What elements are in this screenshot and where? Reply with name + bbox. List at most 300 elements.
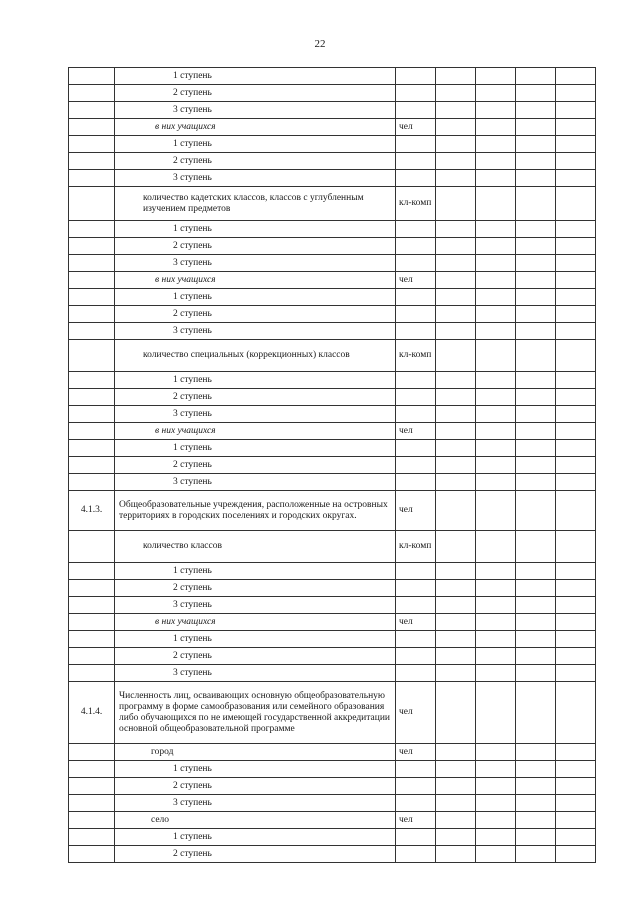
table-row	[69, 665, 596, 682]
report-table	[68, 67, 596, 863]
value-cell[interactable]	[476, 597, 516, 614]
value-cell[interactable]	[516, 153, 556, 170]
table-row	[69, 272, 596, 289]
value-cell[interactable]	[516, 170, 556, 187]
value-cell[interactable]	[516, 614, 556, 631]
value-cell[interactable]	[516, 665, 556, 682]
indicator-name-cell: 3 ступень	[115, 255, 396, 272]
value-cell[interactable]	[436, 68, 476, 85]
value-cell[interactable]	[516, 221, 556, 238]
table-row	[69, 648, 596, 665]
indicator-name-cell: Общеобразовательные учреждения, расположенные на островных территориях в городских поселениях и городских округах.	[115, 491, 396, 531]
unit-cell	[396, 153, 436, 170]
indicator-name-cell: 2 ступень	[115, 846, 396, 863]
value-cell[interactable]	[476, 474, 516, 491]
table-row	[69, 153, 596, 170]
value-cell[interactable]	[476, 812, 516, 829]
value-cell[interactable]	[556, 119, 596, 136]
value-cell[interactable]	[556, 491, 596, 531]
table-row	[69, 170, 596, 187]
table-row	[69, 580, 596, 597]
unit-cell	[396, 102, 436, 119]
unit-cell: чел	[396, 491, 436, 531]
indicator-name-cell: 1 ступень	[115, 372, 396, 389]
value-cell[interactable]	[476, 423, 516, 440]
value-cell[interactable]	[516, 829, 556, 846]
indicator-name-cell: 1 ступень	[115, 136, 396, 153]
unit-cell	[396, 648, 436, 665]
value-cell[interactable]	[436, 846, 476, 863]
indicator-name-cell: 1 ступень	[115, 563, 396, 580]
indicator-name-cell: село	[115, 812, 396, 829]
value-cell[interactable]	[556, 812, 596, 829]
value-cell[interactable]	[476, 187, 516, 221]
value-cell[interactable]	[436, 170, 476, 187]
value-cell[interactable]	[436, 255, 476, 272]
value-cell[interactable]	[556, 340, 596, 372]
value-cell[interactable]	[436, 85, 476, 102]
row-number-cell	[69, 440, 115, 457]
value-cell[interactable]	[556, 474, 596, 491]
unit-cell: чел	[396, 272, 436, 289]
unit-cell	[396, 136, 436, 153]
table-row	[69, 531, 596, 563]
row-number-cell	[69, 665, 115, 682]
value-cell[interactable]	[516, 682, 556, 744]
indicator-name-cell: 2 ступень	[115, 85, 396, 102]
unit-cell	[396, 221, 436, 238]
value-cell[interactable]	[516, 580, 556, 597]
indicator-name-cell: в них учащихся	[115, 272, 396, 289]
row-number-cell	[69, 597, 115, 614]
indicator-name-cell: 1 ступень	[115, 829, 396, 846]
value-cell[interactable]	[516, 457, 556, 474]
indicator-name-cell: 3 ступень	[115, 795, 396, 812]
unit-cell: чел	[396, 119, 436, 136]
value-cell[interactable]	[476, 648, 516, 665]
table-row	[69, 812, 596, 829]
value-cell[interactable]	[476, 340, 516, 372]
row-number-cell	[69, 406, 115, 423]
unit-cell	[396, 778, 436, 795]
row-number-cell	[69, 306, 115, 323]
table-row	[69, 255, 596, 272]
table-row	[69, 323, 596, 340]
indicator-name-cell: 1 ступень	[115, 440, 396, 457]
table-row	[69, 136, 596, 153]
value-cell[interactable]	[436, 614, 476, 631]
value-cell[interactable]	[556, 580, 596, 597]
value-cell[interactable]	[556, 170, 596, 187]
value-cell[interactable]	[476, 682, 516, 744]
value-cell[interactable]	[436, 187, 476, 221]
value-cell[interactable]	[516, 846, 556, 863]
value-cell[interactable]	[516, 119, 556, 136]
table-row	[69, 440, 596, 457]
indicator-name-cell: количество кадетских классов, классов с углубленным изучением предметов	[115, 187, 396, 221]
value-cell[interactable]	[556, 423, 596, 440]
table-row	[69, 423, 596, 440]
table-row	[69, 597, 596, 614]
unit-cell	[396, 597, 436, 614]
report-table-body	[69, 68, 596, 863]
value-cell[interactable]	[556, 323, 596, 340]
value-cell[interactable]	[436, 323, 476, 340]
indicator-name-cell: 1 ступень	[115, 221, 396, 238]
value-cell[interactable]	[556, 614, 596, 631]
row-number-cell	[69, 119, 115, 136]
row-number-cell	[69, 85, 115, 102]
table-row	[69, 221, 596, 238]
value-cell[interactable]	[476, 102, 516, 119]
value-cell[interactable]	[436, 665, 476, 682]
row-number-cell	[69, 531, 115, 563]
value-cell[interactable]	[436, 491, 476, 531]
row-number-cell	[69, 795, 115, 812]
unit-cell: кл-комп	[396, 531, 436, 563]
value-cell[interactable]	[436, 153, 476, 170]
indicator-name-cell: 3 ступень	[115, 170, 396, 187]
value-cell[interactable]	[516, 85, 556, 102]
indicator-name-cell: 1 ступень	[115, 68, 396, 85]
indicator-name-cell: 3 ступень	[115, 474, 396, 491]
unit-cell: чел	[396, 744, 436, 761]
value-cell[interactable]	[516, 423, 556, 440]
indicator-name-cell: 2 ступень	[115, 238, 396, 255]
value-cell[interactable]	[476, 440, 516, 457]
value-cell[interactable]	[476, 744, 516, 761]
value-cell[interactable]	[556, 221, 596, 238]
value-cell[interactable]	[476, 563, 516, 580]
row-number-cell: 4.1.3.	[69, 491, 115, 531]
value-cell[interactable]	[516, 744, 556, 761]
value-cell[interactable]	[556, 531, 596, 563]
value-cell[interactable]	[476, 846, 516, 863]
value-cell[interactable]	[436, 306, 476, 323]
unit-cell	[396, 323, 436, 340]
value-cell[interactable]	[476, 119, 516, 136]
value-cell[interactable]	[476, 238, 516, 255]
unit-cell	[396, 580, 436, 597]
value-cell[interactable]	[516, 255, 556, 272]
row-number-cell	[69, 187, 115, 221]
value-cell[interactable]	[436, 597, 476, 614]
value-cell[interactable]	[516, 597, 556, 614]
table-row	[69, 389, 596, 406]
value-cell[interactable]	[476, 170, 516, 187]
row-number-cell	[69, 340, 115, 372]
value-cell[interactable]	[476, 531, 516, 563]
value-cell[interactable]	[556, 682, 596, 744]
indicator-name-cell: 2 ступень	[115, 389, 396, 406]
table-row	[69, 778, 596, 795]
value-cell[interactable]	[476, 829, 516, 846]
indicator-name-cell: 2 ступень	[115, 306, 396, 323]
row-number-cell: 4.1.4.	[69, 682, 115, 744]
table-row	[69, 68, 596, 85]
unit-cell	[396, 440, 436, 457]
value-cell[interactable]	[436, 457, 476, 474]
value-cell[interactable]	[516, 531, 556, 563]
value-cell[interactable]	[556, 68, 596, 85]
unit-cell	[396, 761, 436, 778]
value-cell[interactable]	[436, 102, 476, 119]
unit-cell	[396, 795, 436, 812]
unit-cell	[396, 846, 436, 863]
value-cell[interactable]	[436, 289, 476, 306]
value-cell[interactable]	[556, 744, 596, 761]
table-row	[69, 238, 596, 255]
value-cell[interactable]	[476, 406, 516, 423]
value-cell[interactable]	[556, 289, 596, 306]
value-cell[interactable]	[436, 136, 476, 153]
value-cell[interactable]	[516, 102, 556, 119]
value-cell[interactable]	[556, 457, 596, 474]
table-row	[69, 744, 596, 761]
indicator-name-cell: количество специальных (коррекционных) классов	[115, 340, 396, 372]
value-cell[interactable]	[436, 221, 476, 238]
value-cell[interactable]	[436, 744, 476, 761]
value-cell[interactable]	[556, 795, 596, 812]
row-number-cell	[69, 457, 115, 474]
value-cell[interactable]	[556, 761, 596, 778]
value-cell[interactable]	[516, 289, 556, 306]
value-cell[interactable]	[556, 187, 596, 221]
row-number-cell	[69, 474, 115, 491]
table-row	[69, 614, 596, 631]
unit-cell	[396, 306, 436, 323]
value-cell[interactable]	[436, 648, 476, 665]
value-cell[interactable]	[436, 631, 476, 648]
indicator-name-cell: 3 ступень	[115, 102, 396, 119]
value-cell[interactable]	[476, 272, 516, 289]
value-cell[interactable]	[516, 474, 556, 491]
indicator-name-cell: 3 ступень	[115, 323, 396, 340]
value-cell[interactable]	[436, 406, 476, 423]
value-cell[interactable]	[516, 812, 556, 829]
value-cell[interactable]	[436, 272, 476, 289]
value-cell[interactable]	[476, 136, 516, 153]
table-row	[69, 406, 596, 423]
value-cell[interactable]	[476, 631, 516, 648]
indicator-name-cell: 2 ступень	[115, 580, 396, 597]
row-number-cell	[69, 563, 115, 580]
unit-cell: чел	[396, 423, 436, 440]
value-cell[interactable]	[476, 665, 516, 682]
page-number: 22	[314, 38, 326, 50]
value-cell[interactable]	[436, 238, 476, 255]
value-cell[interactable]	[516, 795, 556, 812]
value-cell[interactable]	[556, 255, 596, 272]
value-cell[interactable]	[556, 85, 596, 102]
table-row	[69, 306, 596, 323]
value-cell[interactable]	[516, 406, 556, 423]
value-cell[interactable]	[476, 289, 516, 306]
table-row	[69, 340, 596, 372]
value-cell[interactable]	[476, 389, 516, 406]
row-number-cell	[69, 170, 115, 187]
value-cell[interactable]	[436, 829, 476, 846]
value-cell[interactable]	[436, 563, 476, 580]
unit-cell	[396, 255, 436, 272]
table-row	[69, 829, 596, 846]
unit-cell: кл-комп	[396, 340, 436, 372]
unit-cell	[396, 85, 436, 102]
value-cell[interactable]	[476, 795, 516, 812]
table-row	[69, 187, 596, 221]
indicator-name-cell: 3 ступень	[115, 597, 396, 614]
value-cell[interactable]	[556, 306, 596, 323]
row-number-cell	[69, 744, 115, 761]
value-cell[interactable]	[476, 85, 516, 102]
indicator-name-cell: количество классов	[115, 531, 396, 563]
row-number-cell	[69, 153, 115, 170]
value-cell[interactable]	[476, 614, 516, 631]
unit-cell	[396, 406, 436, 423]
value-cell[interactable]	[516, 238, 556, 255]
value-cell[interactable]	[516, 187, 556, 221]
table-row	[69, 631, 596, 648]
value-cell[interactable]	[556, 272, 596, 289]
value-cell[interactable]	[516, 68, 556, 85]
unit-cell	[396, 631, 436, 648]
value-cell[interactable]	[556, 440, 596, 457]
value-cell[interactable]	[516, 306, 556, 323]
value-cell[interactable]	[556, 597, 596, 614]
value-cell[interactable]	[516, 778, 556, 795]
value-cell[interactable]	[436, 682, 476, 744]
indicator-name-cell: 3 ступень	[115, 406, 396, 423]
value-cell[interactable]	[436, 531, 476, 563]
value-cell[interactable]	[476, 778, 516, 795]
row-number-cell	[69, 812, 115, 829]
value-cell[interactable]	[516, 136, 556, 153]
value-cell[interactable]	[476, 761, 516, 778]
row-number-cell	[69, 68, 115, 85]
table-row	[69, 289, 596, 306]
indicator-name-cell: город	[115, 744, 396, 761]
row-number-cell	[69, 238, 115, 255]
value-cell[interactable]	[516, 323, 556, 340]
unit-cell: чел	[396, 682, 436, 744]
unit-cell	[396, 68, 436, 85]
unit-cell	[396, 372, 436, 389]
row-number-cell	[69, 289, 115, 306]
value-cell[interactable]	[556, 631, 596, 648]
row-number-cell	[69, 389, 115, 406]
row-number-cell	[69, 761, 115, 778]
value-cell[interactable]	[476, 372, 516, 389]
table-row	[69, 682, 596, 744]
row-number-cell	[69, 580, 115, 597]
value-cell[interactable]	[556, 406, 596, 423]
value-cell[interactable]	[476, 580, 516, 597]
table-row	[69, 563, 596, 580]
row-number-cell	[69, 136, 115, 153]
value-cell[interactable]	[516, 563, 556, 580]
indicator-name-cell: в них учащихся	[115, 614, 396, 631]
unit-cell	[396, 665, 436, 682]
row-number-cell	[69, 102, 115, 119]
value-cell[interactable]	[476, 153, 516, 170]
value-cell[interactable]	[556, 829, 596, 846]
indicator-name-cell: 1 ступень	[115, 289, 396, 306]
table-row	[69, 119, 596, 136]
row-number-cell	[69, 614, 115, 631]
value-cell[interactable]	[556, 846, 596, 863]
value-cell[interactable]	[476, 221, 516, 238]
unit-cell: чел	[396, 614, 436, 631]
value-cell[interactable]	[516, 761, 556, 778]
value-cell[interactable]	[436, 795, 476, 812]
value-cell[interactable]	[476, 457, 516, 474]
value-cell[interactable]	[556, 648, 596, 665]
table-row	[69, 795, 596, 812]
value-cell[interactable]	[476, 323, 516, 340]
unit-cell	[396, 289, 436, 306]
indicator-name-cell: 2 ступень	[115, 153, 396, 170]
value-cell[interactable]	[556, 563, 596, 580]
value-cell[interactable]	[516, 440, 556, 457]
value-cell[interactable]	[516, 648, 556, 665]
row-number-cell	[69, 255, 115, 272]
value-cell[interactable]	[436, 340, 476, 372]
value-cell[interactable]	[556, 778, 596, 795]
row-number-cell	[69, 846, 115, 863]
value-cell[interactable]	[516, 272, 556, 289]
table-row	[69, 474, 596, 491]
value-cell[interactable]	[516, 631, 556, 648]
value-cell[interactable]	[476, 306, 516, 323]
value-cell[interactable]	[436, 389, 476, 406]
indicator-name-cell: 2 ступень	[115, 648, 396, 665]
indicator-name-cell: 1 ступень	[115, 631, 396, 648]
value-cell[interactable]	[556, 153, 596, 170]
table-row	[69, 761, 596, 778]
value-cell[interactable]	[436, 119, 476, 136]
unit-cell	[396, 170, 436, 187]
value-cell[interactable]	[556, 665, 596, 682]
value-cell[interactable]	[556, 136, 596, 153]
value-cell[interactable]	[436, 423, 476, 440]
value-cell[interactable]	[436, 812, 476, 829]
value-cell[interactable]	[436, 580, 476, 597]
table-row	[69, 457, 596, 474]
value-cell[interactable]	[516, 389, 556, 406]
value-cell[interactable]	[436, 474, 476, 491]
indicator-name-cell: 1 ступень	[115, 761, 396, 778]
value-cell[interactable]	[516, 491, 556, 531]
value-cell[interactable]	[556, 389, 596, 406]
value-cell[interactable]	[436, 372, 476, 389]
value-cell[interactable]	[476, 255, 516, 272]
value-cell[interactable]	[436, 761, 476, 778]
value-cell[interactable]	[516, 372, 556, 389]
value-cell[interactable]	[556, 372, 596, 389]
value-cell[interactable]	[476, 491, 516, 531]
indicator-name-cell: 2 ступень	[115, 778, 396, 795]
value-cell[interactable]	[556, 238, 596, 255]
value-cell[interactable]	[436, 778, 476, 795]
value-cell[interactable]	[556, 102, 596, 119]
value-cell[interactable]	[516, 340, 556, 372]
table-row	[69, 102, 596, 119]
unit-cell	[396, 563, 436, 580]
unit-cell	[396, 457, 436, 474]
value-cell[interactable]	[436, 440, 476, 457]
value-cell[interactable]	[476, 68, 516, 85]
unit-cell	[396, 829, 436, 846]
